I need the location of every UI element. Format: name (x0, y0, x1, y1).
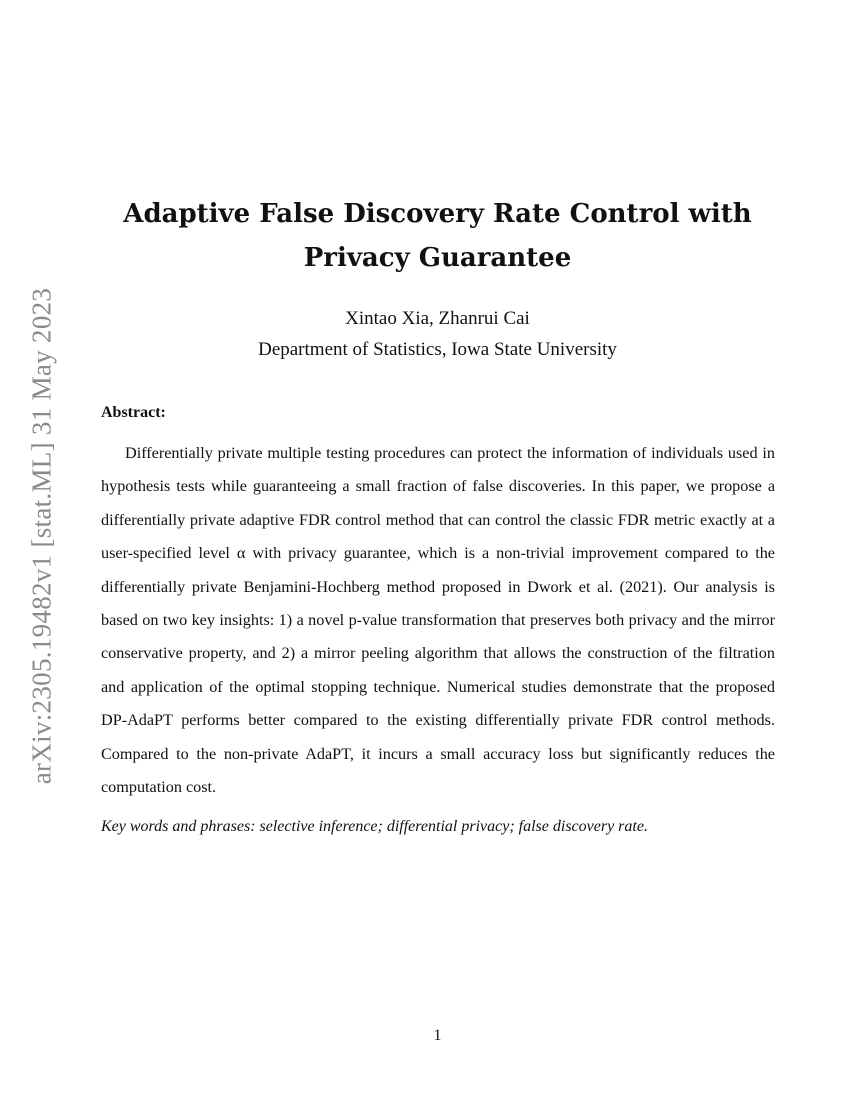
keywords: Key words and phrases: selective inference; differential privacy; false discovery rate. (101, 818, 648, 835)
author-list: Xintao Xia, Zhanrui Cai (345, 308, 530, 329)
paper-title: Adaptive False Discovery Rate Control with Privacy Guarantee (123, 199, 752, 273)
abstract-heading: Abstract: (101, 404, 166, 421)
page-number: 1 (433, 1027, 442, 1044)
arxiv-identifier: arXiv:2305.19482v1 [stat.ML] 31 May 2023 (26, 287, 57, 785)
affiliation: Department of Statistics, Iowa State University (258, 339, 617, 360)
abstract-text: Differentially private multiple testing procedures can protect the information of individuals used in hypothesis tests while guaranteeing a small fraction of false discoveries. In this paper, we propose a differentially private adaptive FDR control method that can control the classic FDR metric exactly at a user-specified level α with privacy guarantee, which is a non-trivial improvement compared to the differentially private Benjamini-Hochberg method proposed in Dwork et al. (2021). Our analysis is based on two key insights: 1) a novel p-value transformation that preserves both privacy and the mirror conservative property, and 2) a mirror peeling algorithm that allows the construction of the filtration and application of the optimal stopping technique. Numerical studies demonstrate that the proposed DP-AdaPT performs better compared to the existing differentially private FDR control methods. Compared to the non-private AdaPT, it incurs a small accuracy loss but significantly reduces the computation cost. (101, 444, 775, 797)
